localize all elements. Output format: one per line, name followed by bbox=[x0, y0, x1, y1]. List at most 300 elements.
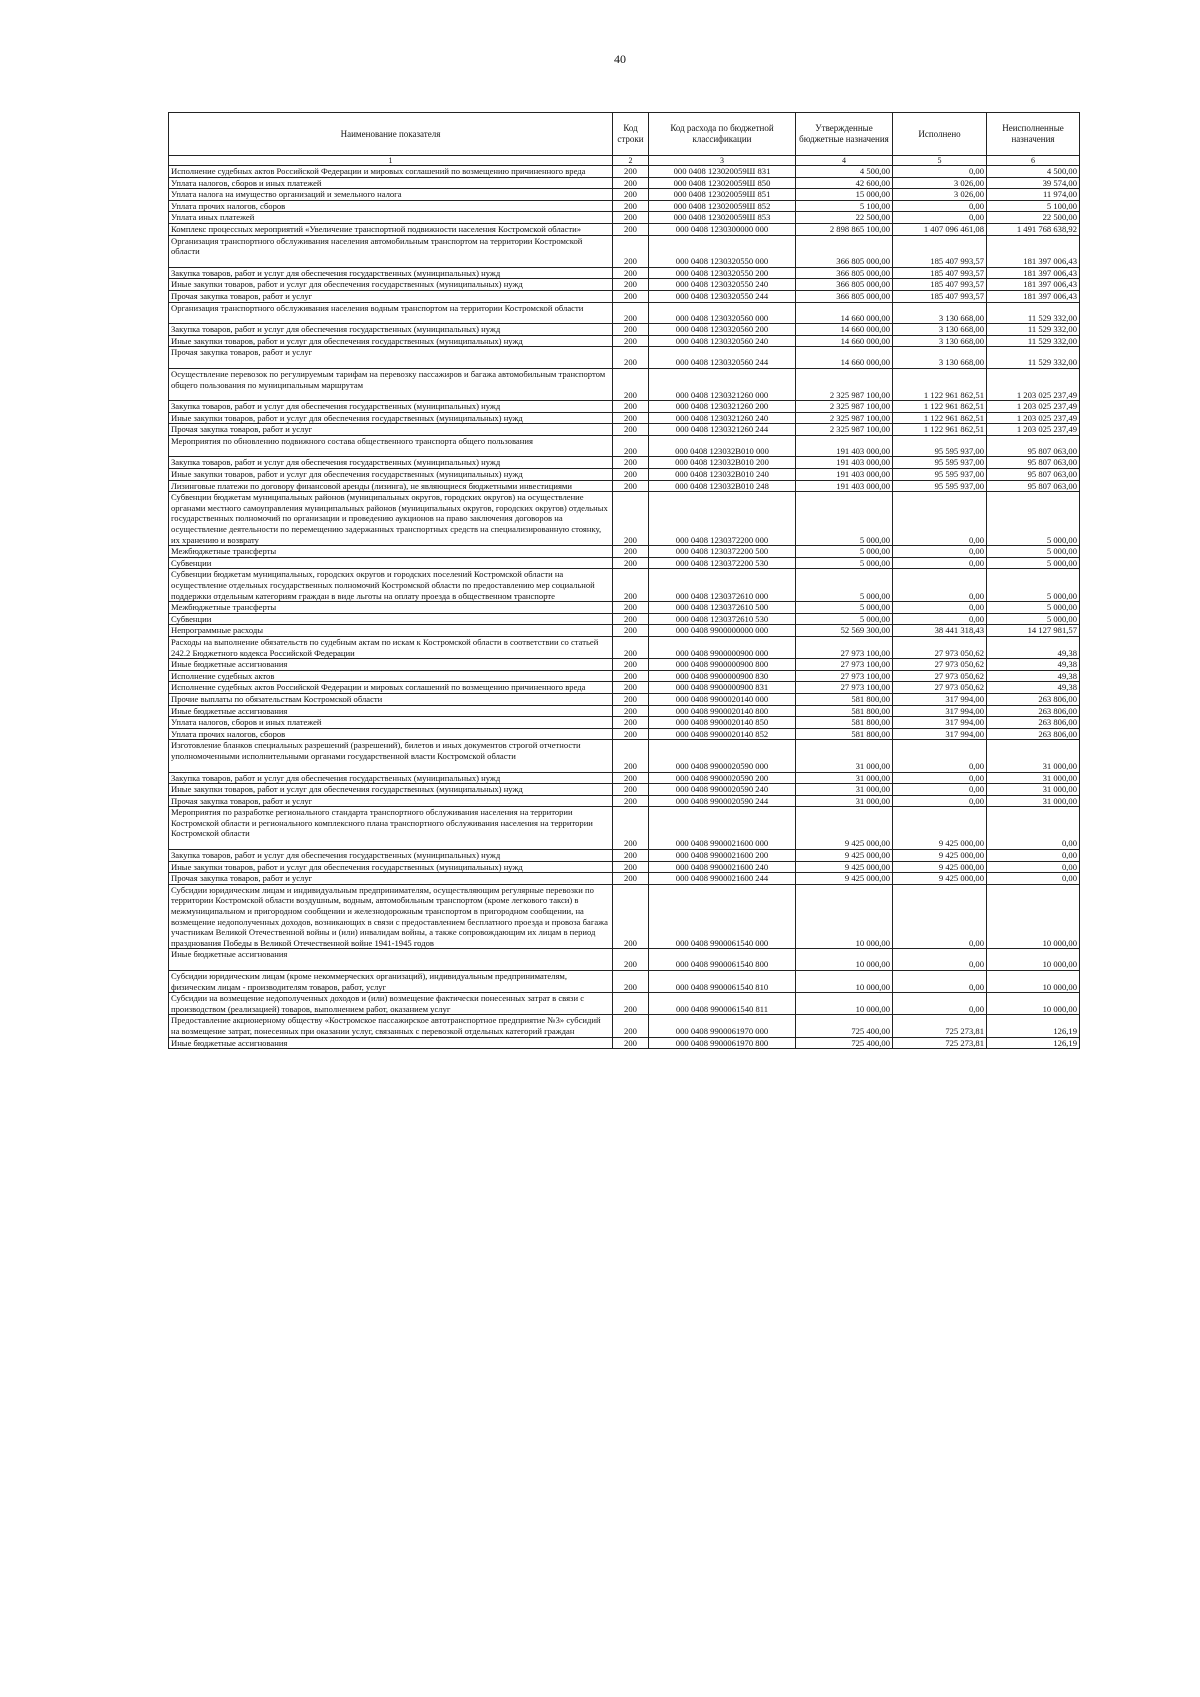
approved-amount-cell: 14 660 000,00 bbox=[796, 347, 893, 369]
budget-code-cell: 000 0408 1230321260 200 bbox=[649, 401, 796, 413]
approved-amount-cell: 10 000,00 bbox=[796, 949, 893, 971]
table-row bbox=[169, 884, 1080, 949]
line-code-cell: 200 bbox=[613, 267, 649, 279]
unexecuted-amount-cell: 49,38 bbox=[987, 682, 1080, 694]
indicator-name-cell: Уплата прочих налогов, сборов bbox=[169, 200, 613, 212]
unexecuted-amount-cell: 10 000,00 bbox=[987, 884, 1080, 949]
table-row bbox=[169, 636, 1080, 658]
table-row bbox=[169, 324, 1080, 336]
table-row bbox=[169, 368, 1080, 400]
line-code-cell: 200 bbox=[613, 717, 649, 729]
budget-code-cell: 000 0408 1230320560 000 bbox=[649, 302, 796, 324]
indicator-name-cell: Субсидии на возмещение недополученных доходов и (или) возмещение фактически понесенных затрат в связи с производством (реализацией) товаров, выполнением работ, оказанием услуг bbox=[169, 993, 613, 1015]
line-code-cell: 200 bbox=[613, 693, 649, 705]
executed-amount-cell: 0,00 bbox=[893, 200, 987, 212]
approved-amount-cell: 2 325 987 100,00 bbox=[796, 424, 893, 436]
executed-amount-cell: 1 122 961 862,51 bbox=[893, 368, 987, 400]
unexecuted-amount-cell: 10 000,00 bbox=[987, 971, 1080, 993]
indicator-name-cell: Уплата иных платежей bbox=[169, 212, 613, 224]
executed-amount-cell: 0,00 bbox=[893, 993, 987, 1015]
indicator-name-cell: Непрограммные расходы bbox=[169, 625, 613, 637]
line-code-cell: 200 bbox=[613, 625, 649, 637]
executed-amount-cell: 3 130 668,00 bbox=[893, 324, 987, 336]
indicator-name-cell: Субвенции bbox=[169, 613, 613, 625]
indicator-name-cell: Субвенции bbox=[169, 557, 613, 569]
indicator-name-cell: Уплата прочих налогов, сборов bbox=[169, 728, 613, 740]
unexecuted-amount-cell: 5 000,00 bbox=[987, 569, 1080, 602]
indicator-name-cell: Межбюджетные трансферты bbox=[169, 602, 613, 614]
indicator-name-cell: Закупка товаров, работ и услуг для обеспечения государственных (муниципальных) нужд bbox=[169, 267, 613, 279]
approved-amount-cell: 366 805 000,00 bbox=[796, 267, 893, 279]
column-number: 3 bbox=[649, 156, 796, 166]
approved-amount-cell: 2 898 865 100,00 bbox=[796, 223, 893, 235]
approved-amount-cell: 31 000,00 bbox=[796, 740, 893, 772]
budget-code-cell: 000 0408 123032B010 248 bbox=[649, 480, 796, 492]
line-code-cell: 200 bbox=[613, 177, 649, 189]
approved-amount-cell: 581 800,00 bbox=[796, 728, 893, 740]
approved-amount-cell: 5 000,00 bbox=[796, 492, 893, 546]
table-row bbox=[169, 1015, 1080, 1037]
table-header-row bbox=[169, 113, 1080, 156]
budget-code-cell: 000 0408 9900021600 244 bbox=[649, 873, 796, 885]
approved-amount-cell: 191 403 000,00 bbox=[796, 469, 893, 481]
line-code-cell: 200 bbox=[613, 324, 649, 336]
approved-amount-cell: 2 325 987 100,00 bbox=[796, 412, 893, 424]
approved-amount-cell: 725 400,00 bbox=[796, 1015, 893, 1037]
line-code-cell: 200 bbox=[613, 1037, 649, 1049]
column-number-row bbox=[169, 156, 1080, 166]
budget-code-cell: 000 0408 9900061970 800 bbox=[649, 1037, 796, 1049]
approved-amount-cell: 581 800,00 bbox=[796, 705, 893, 717]
unexecuted-amount-cell: 31 000,00 bbox=[987, 784, 1080, 796]
table-row bbox=[169, 335, 1080, 347]
budget-code-cell: 000 0408 9900000900 831 bbox=[649, 682, 796, 694]
line-code-cell: 200 bbox=[613, 861, 649, 873]
unexecuted-amount-cell: 126,19 bbox=[987, 1015, 1080, 1037]
table-row bbox=[169, 457, 1080, 469]
header-budget-code: Код расхода по бюджетной классификации bbox=[649, 113, 796, 156]
unexecuted-amount-cell: 11 529 332,00 bbox=[987, 324, 1080, 336]
indicator-name-cell: Иные закупки товаров, работ и услуг для обеспечения государственных (муниципальных) нужд bbox=[169, 469, 613, 481]
approved-amount-cell: 366 805 000,00 bbox=[796, 235, 893, 267]
line-code-cell: 200 bbox=[613, 884, 649, 949]
indicator-name-cell: Прочая закупка товаров, работ и услуг bbox=[169, 795, 613, 807]
indicator-name-cell: Организация транспортного обслуживания населения водным транспортом на территории Костромской области bbox=[169, 302, 613, 324]
unexecuted-amount-cell: 1 491 768 638,92 bbox=[987, 223, 1080, 235]
approved-amount-cell: 2 325 987 100,00 bbox=[796, 368, 893, 400]
unexecuted-amount-cell: 0,00 bbox=[987, 873, 1080, 885]
table-row bbox=[169, 705, 1080, 717]
budget-code-cell: 000 0408 1230372610 530 bbox=[649, 613, 796, 625]
budget-code-cell: 000 0408 1230372200 530 bbox=[649, 557, 796, 569]
table-row bbox=[169, 795, 1080, 807]
line-code-cell: 200 bbox=[613, 368, 649, 400]
table-row bbox=[169, 850, 1080, 862]
table-row bbox=[169, 772, 1080, 784]
indicator-name-cell: Осуществление перевозок по регулируемым тарифам на перевозку пассажиров и багажа автомобильным транспортом общего пользования по муниципальным маршрутам bbox=[169, 368, 613, 400]
approved-amount-cell: 191 403 000,00 bbox=[796, 457, 893, 469]
executed-amount-cell: 185 407 993,57 bbox=[893, 290, 987, 302]
budget-code-cell: 000 0408 1230300000 000 bbox=[649, 223, 796, 235]
unexecuted-amount-cell: 0,00 bbox=[987, 807, 1080, 850]
indicator-name-cell: Иные бюджетные ассигнования bbox=[169, 705, 613, 717]
executed-amount-cell: 317 994,00 bbox=[893, 728, 987, 740]
budget-code-cell: 000 0408 1230321260 000 bbox=[649, 368, 796, 400]
budget-code-cell: 000 0408 9900061540 800 bbox=[649, 949, 796, 971]
budget-code-cell: 000 0408 1230372610 500 bbox=[649, 602, 796, 614]
line-code-cell: 200 bbox=[613, 682, 649, 694]
line-code-cell: 200 bbox=[613, 728, 649, 740]
approved-amount-cell: 366 805 000,00 bbox=[796, 279, 893, 291]
table-row bbox=[169, 1037, 1080, 1049]
line-code-cell: 200 bbox=[613, 873, 649, 885]
indicator-name-cell: Межбюджетные трансферты bbox=[169, 546, 613, 558]
unexecuted-amount-cell: 1 203 025 237,49 bbox=[987, 412, 1080, 424]
unexecuted-amount-cell: 1 203 025 237,49 bbox=[987, 368, 1080, 400]
table-row bbox=[169, 993, 1080, 1015]
approved-amount-cell: 5 000,00 bbox=[796, 546, 893, 558]
table-row bbox=[169, 740, 1080, 772]
unexecuted-amount-cell: 263 806,00 bbox=[987, 693, 1080, 705]
unexecuted-amount-cell: 181 397 006,43 bbox=[987, 235, 1080, 267]
budget-code-cell: 000 0408 9900021600 200 bbox=[649, 850, 796, 862]
table-row bbox=[169, 302, 1080, 324]
approved-amount-cell: 9 425 000,00 bbox=[796, 873, 893, 885]
line-code-cell: 200 bbox=[613, 424, 649, 436]
executed-amount-cell: 0,00 bbox=[893, 884, 987, 949]
indicator-name-cell: Прочая закупка товаров, работ и услуг bbox=[169, 873, 613, 885]
table-body bbox=[169, 166, 1080, 1049]
unexecuted-amount-cell: 49,38 bbox=[987, 636, 1080, 658]
indicator-name-cell: Исполнение судебных актов bbox=[169, 670, 613, 682]
budget-code-cell: 000 0408 9900000900 800 bbox=[649, 659, 796, 671]
unexecuted-amount-cell: 5 000,00 bbox=[987, 492, 1080, 546]
table-row bbox=[169, 480, 1080, 492]
line-code-cell: 200 bbox=[613, 602, 649, 614]
unexecuted-amount-cell: 5 100,00 bbox=[987, 200, 1080, 212]
executed-amount-cell: 1 407 096 461,08 bbox=[893, 223, 987, 235]
unexecuted-amount-cell: 11 529 332,00 bbox=[987, 335, 1080, 347]
table-row bbox=[169, 569, 1080, 602]
table-row bbox=[169, 784, 1080, 796]
table-row bbox=[169, 659, 1080, 671]
executed-amount-cell: 0,00 bbox=[893, 971, 987, 993]
unexecuted-amount-cell: 95 807 063,00 bbox=[987, 480, 1080, 492]
unexecuted-amount-cell: 10 000,00 bbox=[987, 949, 1080, 971]
approved-amount-cell: 31 000,00 bbox=[796, 795, 893, 807]
approved-amount-cell: 14 660 000,00 bbox=[796, 302, 893, 324]
indicator-name-cell: Прочая закупка товаров, работ и услуг bbox=[169, 290, 613, 302]
line-code-cell: 200 bbox=[613, 659, 649, 671]
executed-amount-cell: 95 595 937,00 bbox=[893, 469, 987, 481]
executed-amount-cell: 725 273,81 bbox=[893, 1015, 987, 1037]
unexecuted-amount-cell: 181 397 006,43 bbox=[987, 279, 1080, 291]
budget-code-cell: 000 0408 1230320550 000 bbox=[649, 235, 796, 267]
line-code-cell: 200 bbox=[613, 740, 649, 772]
budget-code-cell: 000 0408 1230320550 200 bbox=[649, 267, 796, 279]
approved-amount-cell: 4 500,00 bbox=[796, 166, 893, 178]
executed-amount-cell: 185 407 993,57 bbox=[893, 279, 987, 291]
indicator-name-cell: Организация транспортного обслуживания населения автомобильным транспортом на территории Костромской области bbox=[169, 235, 613, 267]
budget-code-cell: 000 0408 1230372200 500 bbox=[649, 546, 796, 558]
line-code-cell: 200 bbox=[613, 993, 649, 1015]
approved-amount-cell: 27 973 100,00 bbox=[796, 659, 893, 671]
unexecuted-amount-cell: 49,38 bbox=[987, 659, 1080, 671]
approved-amount-cell: 22 500,00 bbox=[796, 212, 893, 224]
executed-amount-cell: 9 425 000,00 bbox=[893, 873, 987, 885]
indicator-name-cell: Исполнение судебных актов Российской Федерации и мировых соглашений по возмещению причиненного вреда bbox=[169, 682, 613, 694]
budget-code-cell: 000 0408 9900000900 830 bbox=[649, 670, 796, 682]
executed-amount-cell: 95 595 937,00 bbox=[893, 480, 987, 492]
budget-code-cell: 000 0408 123032B010 200 bbox=[649, 457, 796, 469]
approved-amount-cell: 5 100,00 bbox=[796, 200, 893, 212]
table-row bbox=[169, 290, 1080, 302]
table-row bbox=[169, 873, 1080, 885]
indicator-name-cell: Субвенции бюджетам муниципальных районов (муниципальных округов, городских округов) на осуществление органами местного самоуправления муниципальных районов (муниципальных округов, городских округов) отдельных государственных полномочий по организации и проведению аукционов на право заключения договоров на осуществление деятельности по перемещению задержанных транспортных средств на специализированную стоянку, их хранению и возврату bbox=[169, 492, 613, 546]
indicator-name-cell: Закупка товаров, работ и услуг для обеспечения государственных (муниципальных) нужд bbox=[169, 401, 613, 413]
indicator-name-cell: Иные закупки товаров, работ и услуг для обеспечения государственных (муниципальных) нужд bbox=[169, 861, 613, 873]
line-code-cell: 200 bbox=[613, 807, 649, 850]
executed-amount-cell: 38 441 318,43 bbox=[893, 625, 987, 637]
table-row bbox=[169, 971, 1080, 993]
table-row bbox=[169, 625, 1080, 637]
column-number: 5 bbox=[893, 156, 987, 166]
budget-code-cell: 000 0408 1230320560 240 bbox=[649, 335, 796, 347]
approved-amount-cell: 2 325 987 100,00 bbox=[796, 401, 893, 413]
line-code-cell: 200 bbox=[613, 435, 649, 457]
indicator-name-cell: Иные бюджетные ассигнования bbox=[169, 659, 613, 671]
indicator-name-cell: Иные бюджетные ассигнования bbox=[169, 949, 613, 971]
indicator-name-cell: Мероприятия по обновлению подвижного состава общественного транспорта общего пользования bbox=[169, 435, 613, 457]
column-number: 1 bbox=[169, 156, 613, 166]
unexecuted-amount-cell: 31 000,00 bbox=[987, 772, 1080, 784]
line-code-cell: 200 bbox=[613, 636, 649, 658]
budget-code-cell: 000 0408 9900020140 000 bbox=[649, 693, 796, 705]
budget-code-cell: 000 0408 9900020140 852 bbox=[649, 728, 796, 740]
executed-amount-cell: 185 407 993,57 bbox=[893, 235, 987, 267]
unexecuted-amount-cell: 263 806,00 bbox=[987, 728, 1080, 740]
table-row bbox=[169, 235, 1080, 267]
indicator-name-cell: Субсидии юридическим лицам (кроме некоммерческих организаций), индивидуальным предпринимателям, физическим лицам - производителям товаров, работ, услуг bbox=[169, 971, 613, 993]
budget-code-cell: 000 0408 9900061540 811 bbox=[649, 993, 796, 1015]
page-number: 40 bbox=[614, 52, 626, 66]
approved-amount-cell: 191 403 000,00 bbox=[796, 480, 893, 492]
budget-code-cell: 000 0408 9900020590 244 bbox=[649, 795, 796, 807]
unexecuted-amount-cell: 10 000,00 bbox=[987, 993, 1080, 1015]
unexecuted-amount-cell: 1 203 025 237,49 bbox=[987, 424, 1080, 436]
line-code-cell: 200 bbox=[613, 347, 649, 369]
budget-execution-table bbox=[168, 112, 1080, 1049]
approved-amount-cell: 5 000,00 bbox=[796, 613, 893, 625]
indicator-name-cell: Мероприятия по разработке регионального стандарта транспортного обслуживания населения на территории Костромской области и регионального комплексного плана транспортного обслуживания населения на территории Костромской области bbox=[169, 807, 613, 850]
unexecuted-amount-cell: 1 203 025 237,49 bbox=[987, 401, 1080, 413]
executed-amount-cell: 27 973 050,62 bbox=[893, 670, 987, 682]
approved-amount-cell: 5 000,00 bbox=[796, 569, 893, 602]
unexecuted-amount-cell: 263 806,00 bbox=[987, 717, 1080, 729]
approved-amount-cell: 31 000,00 bbox=[796, 784, 893, 796]
executed-amount-cell: 95 595 937,00 bbox=[893, 435, 987, 457]
line-code-cell: 200 bbox=[613, 850, 649, 862]
unexecuted-amount-cell: 4 500,00 bbox=[987, 166, 1080, 178]
table-row bbox=[169, 670, 1080, 682]
indicator-name-cell: Субвенции бюджетам муниципальных, городских округов и городских поселений Костромской области на осуществление отдельных государственных полномочий Костромской области по предоставлению мер социальной поддержки отдельным категориям граждан в виде льготы на оплату проезда в общественном транспорте bbox=[169, 569, 613, 602]
unexecuted-amount-cell: 31 000,00 bbox=[987, 740, 1080, 772]
executed-amount-cell: 185 407 993,57 bbox=[893, 267, 987, 279]
table-row bbox=[169, 557, 1080, 569]
budget-code-cell: 000 0408 123032B010 240 bbox=[649, 469, 796, 481]
budget-code-cell: 000 0408 1230372200 000 bbox=[649, 492, 796, 546]
line-code-cell: 200 bbox=[613, 557, 649, 569]
approved-amount-cell: 5 000,00 bbox=[796, 602, 893, 614]
executed-amount-cell: 725 273,81 bbox=[893, 1037, 987, 1049]
unexecuted-amount-cell: 95 807 063,00 bbox=[987, 469, 1080, 481]
executed-amount-cell: 1 122 961 862,51 bbox=[893, 401, 987, 413]
indicator-name-cell: Уплата налогов, сборов и иных платежей bbox=[169, 717, 613, 729]
budget-code-cell: 000 0408 1230320550 240 bbox=[649, 279, 796, 291]
line-code-cell: 200 bbox=[613, 200, 649, 212]
budget-code-cell: 000 0408 9900020140 800 bbox=[649, 705, 796, 717]
line-code-cell: 200 bbox=[613, 223, 649, 235]
approved-amount-cell: 366 805 000,00 bbox=[796, 290, 893, 302]
line-code-cell: 200 bbox=[613, 290, 649, 302]
unexecuted-amount-cell: 5 000,00 bbox=[987, 613, 1080, 625]
budget-code-cell: 000 0408 9900021600 240 bbox=[649, 861, 796, 873]
executed-amount-cell: 0,00 bbox=[893, 740, 987, 772]
line-code-cell: 200 bbox=[613, 613, 649, 625]
table-row bbox=[169, 424, 1080, 436]
column-number: 6 bbox=[987, 156, 1080, 166]
table-row bbox=[169, 200, 1080, 212]
executed-amount-cell: 0,00 bbox=[893, 602, 987, 614]
executed-amount-cell: 0,00 bbox=[893, 492, 987, 546]
indicator-name-cell: Иные закупки товаров, работ и услуг для обеспечения государственных (муниципальных) нужд bbox=[169, 279, 613, 291]
approved-amount-cell: 27 973 100,00 bbox=[796, 636, 893, 658]
line-code-cell: 200 bbox=[613, 492, 649, 546]
indicator-name-cell: Прочая закупка товаров, работ и услуг bbox=[169, 424, 613, 436]
table-row bbox=[169, 693, 1080, 705]
unexecuted-amount-cell: 22 500,00 bbox=[987, 212, 1080, 224]
executed-amount-cell: 317 994,00 bbox=[893, 717, 987, 729]
table-row bbox=[169, 166, 1080, 178]
budget-code-cell: 000 0408 9900061970 000 bbox=[649, 1015, 796, 1037]
indicator-name-cell: Иные закупки товаров, работ и услуг для обеспечения государственных (муниципальных) нужд bbox=[169, 412, 613, 424]
approved-amount-cell: 581 800,00 bbox=[796, 693, 893, 705]
budget-code-cell: 000 0408 123020059Ш 852 bbox=[649, 200, 796, 212]
executed-amount-cell: 3 130 668,00 bbox=[893, 335, 987, 347]
table-row bbox=[169, 267, 1080, 279]
line-code-cell: 200 bbox=[613, 335, 649, 347]
header-indicator-name: Наименование показателя bbox=[169, 113, 613, 156]
indicator-name-cell: Уплата налога на имущество организаций и земельного налога bbox=[169, 189, 613, 201]
table-row bbox=[169, 728, 1080, 740]
budget-code-cell: 000 0408 1230320560 200 bbox=[649, 324, 796, 336]
executed-amount-cell: 9 425 000,00 bbox=[893, 807, 987, 850]
executed-amount-cell: 0,00 bbox=[893, 166, 987, 178]
line-code-cell: 200 bbox=[613, 569, 649, 602]
executed-amount-cell: 317 994,00 bbox=[893, 705, 987, 717]
approved-amount-cell: 9 425 000,00 bbox=[796, 861, 893, 873]
table-row bbox=[169, 861, 1080, 873]
column-number: 2 bbox=[613, 156, 649, 166]
unexecuted-amount-cell: 14 127 981,57 bbox=[987, 625, 1080, 637]
indicator-name-cell: Изготовление бланков специальных разрешений (разрешений), билетов и иных документов строгой отчетности уполномоченными исполнительными органами государственной власти Костромской области bbox=[169, 740, 613, 772]
unexecuted-amount-cell: 0,00 bbox=[987, 850, 1080, 862]
approved-amount-cell: 14 660 000,00 bbox=[796, 324, 893, 336]
executed-amount-cell: 27 973 050,62 bbox=[893, 659, 987, 671]
table-row bbox=[169, 602, 1080, 614]
header-unexecuted: Неисполненные назначения bbox=[987, 113, 1080, 156]
line-code-cell: 200 bbox=[613, 212, 649, 224]
line-code-cell: 200 bbox=[613, 705, 649, 717]
executed-amount-cell: 0,00 bbox=[893, 784, 987, 796]
budget-code-cell: 000 0408 9900061540 000 bbox=[649, 884, 796, 949]
executed-amount-cell: 9 425 000,00 bbox=[893, 850, 987, 862]
executed-amount-cell: 3 026,00 bbox=[893, 189, 987, 201]
executed-amount-cell: 0,00 bbox=[893, 569, 987, 602]
unexecuted-amount-cell: 5 000,00 bbox=[987, 602, 1080, 614]
table-row bbox=[169, 469, 1080, 481]
executed-amount-cell: 1 122 961 862,51 bbox=[893, 412, 987, 424]
approved-amount-cell: 191 403 000,00 bbox=[796, 435, 893, 457]
executed-amount-cell: 0,00 bbox=[893, 212, 987, 224]
approved-amount-cell: 9 425 000,00 bbox=[796, 807, 893, 850]
budget-code-cell: 000 0408 1230320550 244 bbox=[649, 290, 796, 302]
approved-amount-cell: 10 000,00 bbox=[796, 884, 893, 949]
executed-amount-cell: 317 994,00 bbox=[893, 693, 987, 705]
executed-amount-cell: 0,00 bbox=[893, 795, 987, 807]
executed-amount-cell: 0,00 bbox=[893, 772, 987, 784]
line-code-cell: 200 bbox=[613, 546, 649, 558]
unexecuted-amount-cell: 0,00 bbox=[987, 861, 1080, 873]
unexecuted-amount-cell: 31 000,00 bbox=[987, 795, 1080, 807]
executed-amount-cell: 0,00 bbox=[893, 546, 987, 558]
table-row bbox=[169, 435, 1080, 457]
executed-amount-cell: 0,00 bbox=[893, 613, 987, 625]
line-code-cell: 200 bbox=[613, 670, 649, 682]
approved-amount-cell: 31 000,00 bbox=[796, 772, 893, 784]
table-row bbox=[169, 717, 1080, 729]
indicator-name-cell: Закупка товаров, работ и услуг для обеспечения государственных (муниципальных) нужд bbox=[169, 457, 613, 469]
approved-amount-cell: 15 000,00 bbox=[796, 189, 893, 201]
executed-amount-cell: 3 130 668,00 bbox=[893, 302, 987, 324]
table-row bbox=[169, 412, 1080, 424]
header-line-code: Код строки bbox=[613, 113, 649, 156]
budget-code-cell: 000 0408 123020059Ш 851 bbox=[649, 189, 796, 201]
line-code-cell: 200 bbox=[613, 1015, 649, 1037]
approved-amount-cell: 725 400,00 bbox=[796, 1037, 893, 1049]
approved-amount-cell: 27 973 100,00 bbox=[796, 670, 893, 682]
header-executed: Исполнено bbox=[893, 113, 987, 156]
unexecuted-amount-cell: 11 529 332,00 bbox=[987, 347, 1080, 369]
unexecuted-amount-cell: 11 974,00 bbox=[987, 189, 1080, 201]
indicator-name-cell: Исполнение судебных актов Российской Федерации и мировых соглашений по возмещению причиненного вреда bbox=[169, 166, 613, 178]
executed-amount-cell: 27 973 050,62 bbox=[893, 636, 987, 658]
line-code-cell: 200 bbox=[613, 302, 649, 324]
indicator-name-cell: Комплекс процессных мероприятий «Увеличение транспортной подвижности населения Костромской области» bbox=[169, 223, 613, 235]
executed-amount-cell: 0,00 bbox=[893, 557, 987, 569]
budget-code-cell: 000 0408 1230321260 244 bbox=[649, 424, 796, 436]
budget-code-cell: 000 0408 1230321260 240 bbox=[649, 412, 796, 424]
budget-code-cell: 000 0408 9900020140 850 bbox=[649, 717, 796, 729]
budget-code-cell: 000 0408 123020059Ш 850 bbox=[649, 177, 796, 189]
indicator-name-cell: Прочие выплаты по обязательствам Костромской области bbox=[169, 693, 613, 705]
line-code-cell: 200 bbox=[613, 166, 649, 178]
indicator-name-cell: Уплата налогов, сборов и иных платежей bbox=[169, 177, 613, 189]
indicator-name-cell: Иные закупки товаров, работ и услуг для обеспечения государственных (муниципальных) нужд bbox=[169, 335, 613, 347]
budget-code-cell: 000 0408 1230320560 244 bbox=[649, 347, 796, 369]
unexecuted-amount-cell: 11 529 332,00 bbox=[987, 302, 1080, 324]
indicator-name-cell: Закупка товаров, работ и услуг для обеспечения государственных (муниципальных) нужд bbox=[169, 772, 613, 784]
